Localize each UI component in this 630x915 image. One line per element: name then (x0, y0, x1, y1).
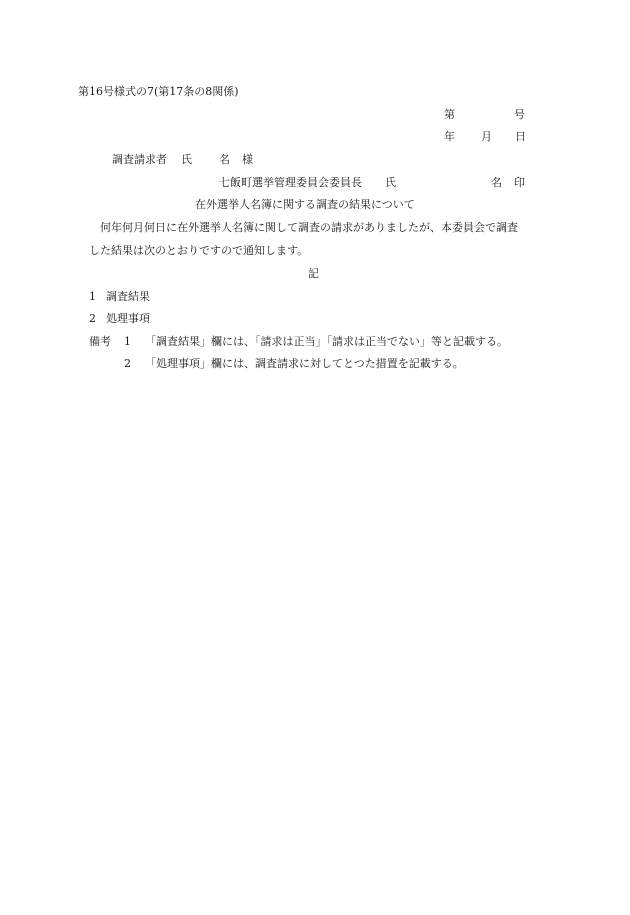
number-go: 号 (514, 108, 525, 121)
body-line-1: 何年何月何日に在外選挙人名簿に関して調査の請求がありましたが、本委員会で調査 (100, 221, 518, 234)
date-month: 月 (481, 130, 492, 143)
note-1-text: 「調査結果」欄には、「請求は正当」「請求は正当でない」等と記載する。 (145, 335, 508, 348)
document-title: 在外選挙人名簿に関する調査の結果について (195, 198, 415, 211)
ki-mark: 記 (308, 267, 319, 280)
addressee-mei: 名 (219, 153, 230, 166)
note-2-text: 「処理事項」欄には、調査請求に対してとつた措置を記載する。 (145, 357, 464, 370)
issuer-seal: 印 (514, 176, 525, 189)
notes-label: 備考 (89, 335, 111, 348)
addressee-sama: 様 (242, 153, 253, 166)
note-1-number: 1 (124, 335, 131, 348)
form-header: 第16号様式の7(第17条の8関係) (78, 85, 239, 98)
body-line-2: した結果は次のとおりですので通知します。 (89, 244, 309, 257)
addressee-label: 調査請求者 (112, 153, 167, 166)
item-1-text: 調査結果 (106, 290, 150, 303)
date-year: 年 (444, 130, 455, 143)
issuer-shi: 氏 (385, 176, 396, 189)
note-2-number: 2 (124, 357, 131, 370)
item-2-number: 2 (89, 312, 96, 325)
addressee-shi: 氏 (181, 153, 192, 166)
item-2-text: 処理事項 (106, 312, 150, 325)
date-day: 日 (515, 130, 526, 143)
issuer-title: 七飯町選挙管理委員会委員長 (219, 176, 362, 189)
item-1-number: 1 (89, 290, 96, 303)
number-dai: 第 (444, 108, 455, 121)
issuer-mei: 名 (491, 176, 502, 189)
